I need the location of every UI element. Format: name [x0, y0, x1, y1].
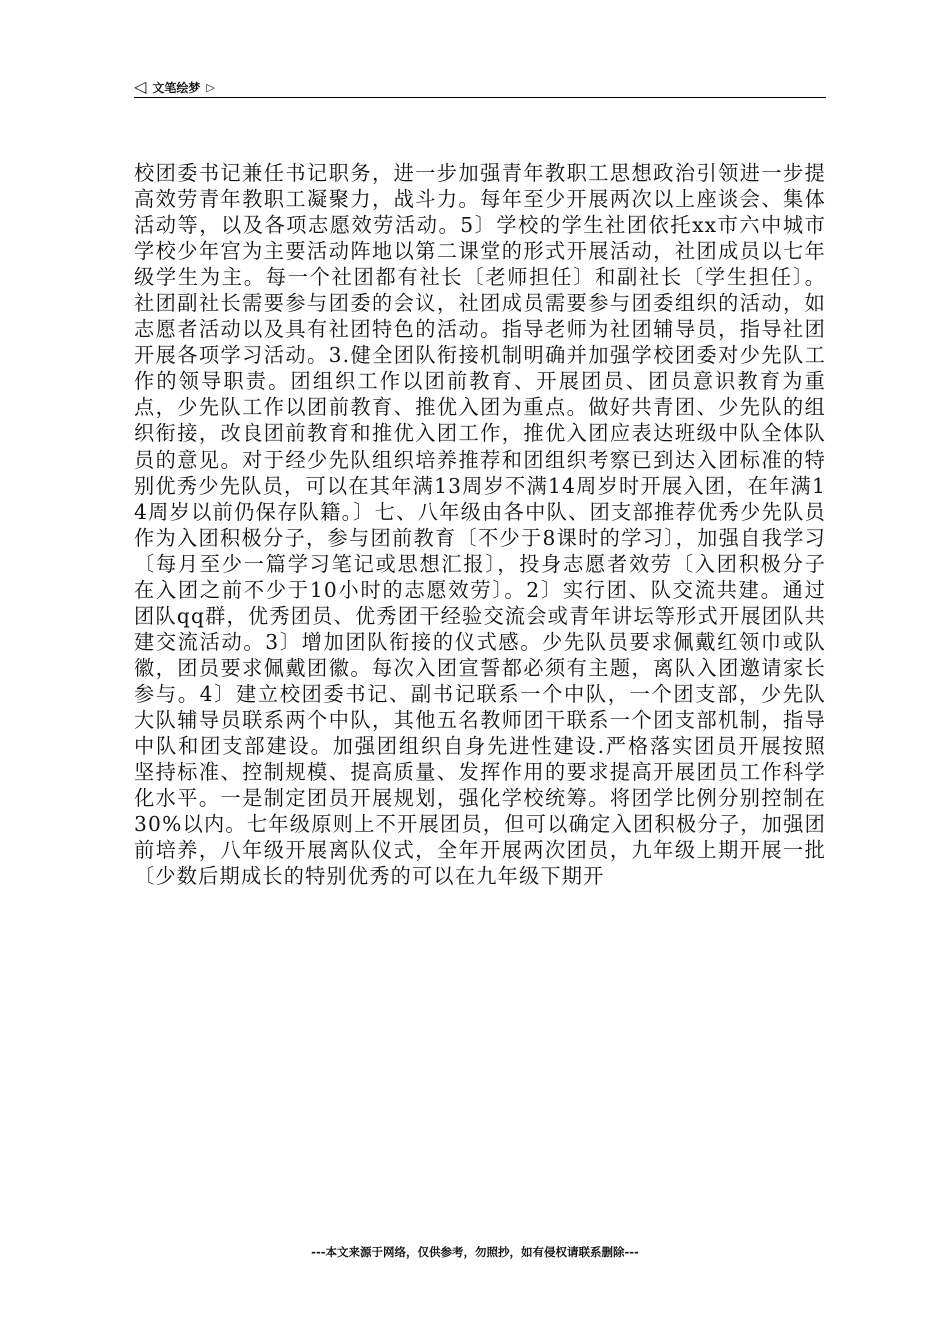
header-title: 文笔绘梦: [152, 80, 201, 95]
header-divider: [134, 97, 826, 98]
triangle-right-icon: ▷: [206, 80, 215, 94]
page-footer: ---本文来源于网络，仅供参考，勿照抄，如有侵权请联系删除---: [311, 1245, 639, 1259]
triangle-left-icon: ◁: [134, 77, 147, 96]
body-paragraph: 校团委书记兼任书记职务，进一步加强青年教职工思想政治引领进一步提高效劳青年教职工凝聚力，战斗力。每年至少开展两次以上座谈会、集体活动等，以及各项志愿效劳活动。5〕学校的学生社团依托xx市六中城市学校少年宫为主要活动阵地以第二课堂的形式开展活动，社团成员以七年级学生为主。每一个社团都有社长〔老师担任〕和副社长〔学生担任〕。社团副社长需要参与团委的会议，社团成员需要参与团委组织的活动，如志愿者活动以及具有社团特色的活动。指导老师为社团辅导员，指导社团开展各项学习活动。3.健全团队衔接机制明确并加强学校团委对少先队工作的领导职责。团组织工作以团前教育、开展团员、团员意识教育为重点，少先队工作以团前教育、推优入团为重点。做好共青团、少先队的组织衔接，改良团前教育和推优入团工作，推优入团应表达班级中队全体队员的意见。对于经少先队组织培养推荐和团组织考察已到达入团标准的特别优秀少先队员，可以在其年满13周岁不满14周岁时开展入团，在年满14周岁以前仍保存队籍。〕七、八年级由各中队、团支部推荐优秀少先队员作为入团积极分子，参与团前教育〔不少于8课时的学习〕，加强自我学习〔每月至少一篇学习笔记或思想汇报〕，投身志愿者效劳〔入团积极分子在入团之前不少于10小时的志愿效劳〕。2〕实行团、队交流共建。通过团队qq群，优秀团员、优秀团干经验交流会或青年讲坛等形式开展团队共建交流活动。3〕增加团队衔接的仪式感。少先队员要求佩戴红领巾或队徽，团员要求佩戴团徽。每次入团宣誓都必须有主题，离队入团邀请家长参与。4〕建立校团委书记、副书记联系一个中队，一个团支部，少先队大队辅导员联系两个中队，其他五名教师团干联系一个团支部机制，指导中队和团支部建设。加强团组织自身先进性建设.严格落实团员开展按照坚持标准、控制规模、提高质量、发挥作用的要求提高开展团员工作科学化水平。一是制定团员开展规划，强化学校统筹。将团学比例分别控制在30%以内。七年级原则上不开展团员，但可以确定入团积极分子，加强团前培养，八年级开展离队仪式，全年开展两次团员，九年级上期开展一批〔少数后期成长的特别优秀的可以在九年级下期开: [134, 161, 826, 889]
